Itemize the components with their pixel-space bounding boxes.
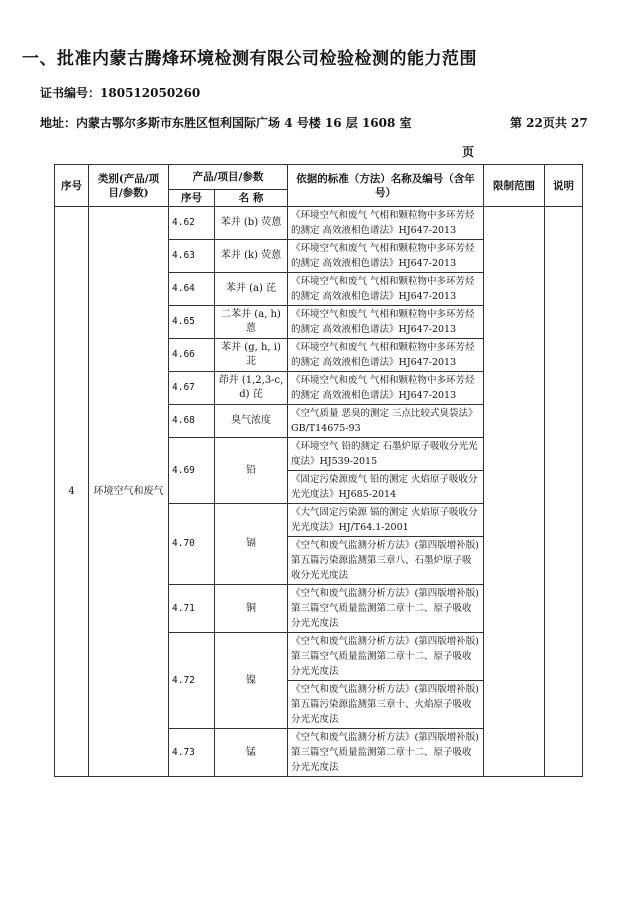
page-info: 第 22页共 27 — [510, 116, 588, 130]
item-name: 锰 — [215, 729, 288, 777]
item-number: 4.67 — [169, 372, 215, 405]
item-name: 臭气浓度 — [215, 405, 288, 438]
item-name: 镉 — [215, 504, 288, 585]
item-standard: 《环境空气 铅的测定 石墨炉原子吸收分光光度法》HJ539-2015 — [288, 438, 484, 471]
item-standard: 《环境空气和废气 气相和颗粒物中多环芳烃的测定 高效液相色谱法》HJ647-2013 — [288, 207, 484, 240]
cert-label: 证书编号： — [40, 86, 101, 100]
page-info-wrap: 页 — [462, 145, 475, 159]
item-name: 苯并 (g, h, i) 苝 — [215, 339, 288, 372]
item-standard: 《空气和废气监测分析方法》(第四版增补版) 第五篇污染源监测第三章十、火焰原子吸收分光光度法 — [288, 681, 484, 729]
item-name: 苯并 (a) 芘 — [215, 273, 288, 306]
header-standard: 依据的标准（方法）名称及编号（含年号） — [288, 165, 484, 207]
group-category: 环境空气和废气 — [89, 207, 169, 777]
address-value: 内蒙古鄂尔多斯市东胜区恒利国际广场 4 号楼 16 层 1608 室 — [76, 116, 412, 130]
item-standard: 《空气和废气监测分析方法》(第四版增补版) 第五篇污染源监测第三章八、石墨炉原子吸收分光光度法 — [288, 537, 484, 585]
item-standard: 《环境空气和废气 气相和颗粒物中多环芳烃的测定 高效液相色谱法》HJ647-2013 — [288, 306, 484, 339]
item-number: 4.64 — [169, 273, 215, 306]
item-number: 4.63 — [169, 240, 215, 273]
header-category: 类别(产品/项目/参数) — [89, 165, 169, 207]
item-number: 4.73 — [169, 729, 215, 777]
item-standard: 《空气和废气监测分析方法》(第四版增补版) 第三篇空气质量监测第二章十二、原子吸收分光光度法 — [288, 729, 484, 777]
item-number: 4.69 — [169, 438, 215, 504]
item-number: 4.65 — [169, 306, 215, 339]
item-standard: 《环境空气和废气 气相和颗粒物中多环芳烃的测定 高效液相色谱法》HJ647-2013 — [288, 372, 484, 405]
item-standard: 《固定污染源废气 铅的测定 火焰原子吸收分光光度法》HJ685-2014 — [288, 471, 484, 504]
item-name: 茚并 (1,2,3-c, d) 芘 — [215, 372, 288, 405]
item-standard: 《环境空气和废气 气相和颗粒物中多环芳烃的测定 高效液相色谱法》HJ647-2013 — [288, 240, 484, 273]
table-row — [55, 207, 583, 240]
page-title: 一、批准内蒙古腾烽环境检测有限公司检验检测的能力范围 — [22, 49, 477, 69]
header-limit: 限制范围 — [484, 165, 545, 207]
header-seq: 序号 — [55, 165, 89, 207]
item-number: 4.70 — [169, 504, 215, 585]
header-note: 说明 — [545, 165, 583, 207]
item-name: 镍 — [215, 633, 288, 729]
header-sub-name: 名 称 — [215, 190, 288, 207]
item-standard: 《空气和废气监测分析方法》(第四版增补版) 第三篇空气质量监测第二章十二、原子吸收分光光度法 — [288, 633, 484, 681]
header-product-group: 产品/项目/参数 — [169, 165, 288, 190]
item-standard: 《环境空气和废气 气相和颗粒物中多环芳烃的测定 高效液相色谱法》HJ647-2013 — [288, 273, 484, 306]
address-line — [40, 114, 412, 131]
item-name: 苯并 (k) 荧蒽 — [215, 240, 288, 273]
cert-number: 180512050260 — [100, 86, 201, 100]
group-seq: 4 — [55, 207, 89, 777]
header-sub-no: 序号 — [169, 190, 215, 207]
item-number: 4.71 — [169, 585, 215, 633]
item-name: 铅 — [215, 438, 288, 504]
limit-cell — [484, 207, 545, 777]
item-name: 铜 — [215, 585, 288, 633]
capability-table — [54, 164, 583, 777]
certificate-line — [40, 84, 200, 101]
item-standard: 《空气质量 恶臭的测定 三点比较式臭袋法》GB/T14675-93 — [288, 405, 484, 438]
address-label: 地址： — [40, 116, 77, 130]
item-number: 4.68 — [169, 405, 215, 438]
item-number: 4.62 — [169, 207, 215, 240]
item-name: 二苯并 (a, h) 蒽 — [215, 306, 288, 339]
item-number: 4.66 — [169, 339, 215, 372]
item-name: 苯并 (b) 荧蒽 — [215, 207, 288, 240]
item-standard: 《空气和废气监测分析方法》(第四版增补版) 第三篇空气质量监测第二章十二、原子吸收分光光度法 — [288, 585, 484, 633]
item-number: 4.72 — [169, 633, 215, 729]
note-cell — [545, 207, 583, 777]
item-standard: 《大气固定污染源 镉的测定 火焰原子吸收分光光度法》HJ/T64.1-2001 — [288, 504, 484, 537]
item-standard: 《环境空气和废气 气相和颗粒物中多环芳烃的测定 高效液相色谱法》HJ647-2013 — [288, 339, 484, 372]
